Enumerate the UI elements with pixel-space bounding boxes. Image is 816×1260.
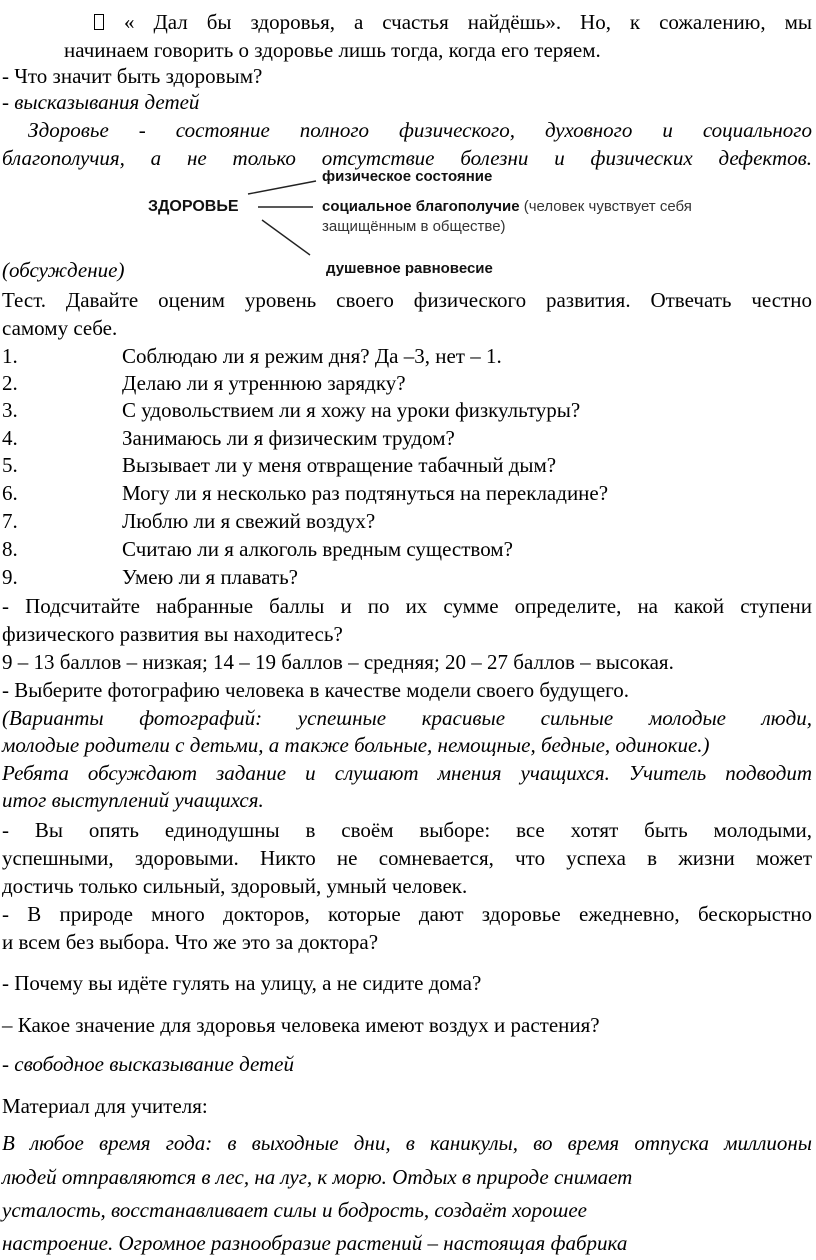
question-number: 1. (2, 344, 18, 368)
photo-variants-line-2: молодые родители с детьми, а также больные, немощные, бедные, одинокие.) (2, 733, 710, 757)
discuss-task-line-2: итог выступлений учащихся. (2, 788, 264, 812)
list-item (0, 507, 816, 535)
children-answers: - высказывания детей (2, 90, 200, 114)
question-text: Люблю ли я свежий воздух? (122, 509, 376, 533)
air-plants-question: – Какое значение для здоровья человека имеют воздух и растения? (2, 1013, 600, 1037)
test-intro-line-2: самому себе. (2, 316, 118, 340)
teacher-material-heading: Материал для учителя: (2, 1094, 208, 1118)
teacher-text-line-2: людей отправляются в лес, на луг, к морю. Отдых в природе снимает (2, 1165, 633, 1189)
teacher-text-line-1: В любое время года: в выходные дни, в каникулы, во время отпуска миллионы (2, 1131, 812, 1155)
missing-glyph-box (94, 14, 104, 30)
list-item (0, 342, 816, 370)
definition-line-1: Здоровье - состояние полного физического, духовного и социального (28, 118, 812, 142)
teacher-text-line-4: настроение. Огромное разнообразие растений – настоящая фабрика (2, 1231, 628, 1255)
diagram-physical-label: физическое состояние (322, 168, 493, 185)
question-text: Могу ли я несколько раз подтянуться на перекладине? (122, 481, 609, 505)
question-number: 2. (2, 371, 18, 395)
question-health: - Что значит быть здоровым? (2, 64, 263, 88)
count-line-2: физического развития вы находитесь? (2, 622, 343, 646)
diagram-social-note-1: (человек чувствует себя (523, 198, 692, 215)
question-number: 8. (2, 537, 18, 561)
list-item (0, 424, 816, 452)
definition-line-2: благополучия, а не только отсутствие болезни и физических дефектов. (2, 146, 812, 170)
question-text: Умею ли я плавать? (122, 565, 298, 589)
intro-line-2: начинаем говорить о здоровье лишь тогда, когда его теряем. (64, 38, 601, 62)
question-text: Соблюдаю ли я режим дня? Да –3, нет – 1. (122, 344, 502, 368)
doctors-line-1: - В природе много докторов, которые дают здоровье ежедневно, бескорыстно (2, 902, 812, 926)
question-number: 6. (2, 481, 18, 505)
question-text: Делаю ли я утреннюю зарядку? (122, 371, 406, 395)
score-ranges: 9 – 13 баллов – низкая; 14 – 19 баллов – средняя; 20 – 27 баллов – высокая. (2, 650, 674, 674)
diagram-social-note-2: защищённым в обществе) (322, 218, 506, 235)
unanimous-line-3: достичь только сильный, здоровый, умный человек. (2, 874, 468, 898)
choose-photo: - Выберите фотографию человека в качестве модели своего будущего. (2, 678, 629, 702)
list-item (0, 563, 816, 591)
intro-text-1: « Дал бы здоровья, а счастья найдёшь». Но, к сожалению, мы (124, 10, 812, 34)
question-text: Считаю ли я алкоголь вредным существом? (122, 537, 513, 561)
list-item (0, 479, 816, 507)
test-intro-line-1: Тест. Давайте оценим уровень своего физического развития. Отвечать честно (2, 288, 812, 312)
list-item (0, 369, 816, 397)
diagram-social-label (322, 198, 692, 216)
question-number: 9. (2, 565, 18, 589)
diagram-center-label: ЗДОРОВЬЕ (148, 198, 239, 215)
question-number: 7. (2, 509, 18, 533)
question-number: 5. (2, 453, 18, 477)
unanimous-line-2: успешными, здоровыми. Никто не сомневается, что успеха в жизни может (2, 846, 812, 870)
discussion-note: (обсуждение) (2, 258, 125, 282)
teacher-text-line-3: усталость, восстанавливает силы и бодрость, создаёт хорошее (2, 1198, 588, 1222)
why-walk-question: - Почему вы идёте гулять на улицу, а не сидите дома? (2, 971, 482, 995)
free-answer-note: - свободное высказывание детей (2, 1052, 294, 1076)
photo-variants-line-1: (Варианты фотографий: успешные красивые сильные молодые люди, (2, 706, 812, 730)
list-item (0, 396, 816, 424)
diagram-social-bold: социальное благополучие (322, 198, 520, 215)
question-number: 4. (2, 426, 18, 450)
unanimous-line-1: - Вы опять единодушны в своём выборе: все хотят быть молодыми, (2, 818, 812, 842)
question-text: С удовольствием ли я хожу на уроки физкультуры? (122, 398, 581, 422)
question-text: Вызывает ли у меня отвращение табачный дым? (122, 453, 557, 477)
question-text: Занимаюсь ли я физическим трудом? (122, 426, 455, 450)
discuss-task-line-1: Ребята обсуждают задание и слушают мнения учащихся. Учитель подводит (2, 761, 812, 785)
list-item (0, 451, 816, 479)
question-number: 3. (2, 398, 18, 422)
count-line-1: - Подсчитайте набранные баллы и по их сумме определите, на какой ступени (2, 594, 812, 618)
list-item (0, 535, 816, 563)
diagram-mental-label: душевное равновесие (326, 260, 493, 277)
doctors-line-2: и всем без выбора. Что же это за доктора? (2, 930, 379, 954)
